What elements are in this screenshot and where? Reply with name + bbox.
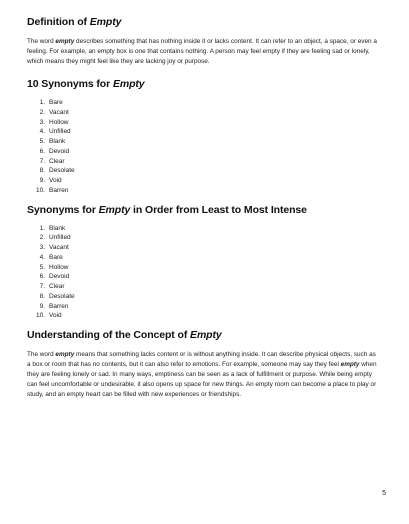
list-item xyxy=(27,243,381,253)
list-item-word: Desolate xyxy=(49,292,75,300)
list-item-number: 2. xyxy=(39,234,45,242)
list-item-number: 2. xyxy=(39,108,45,116)
heading-definition-em: Empty xyxy=(89,16,122,28)
list-item-number: 10. xyxy=(35,312,45,320)
definition-em: empty xyxy=(55,38,75,45)
heading-understanding-em: Empty xyxy=(190,329,222,341)
list-item-number: 1. xyxy=(39,224,45,232)
list-item xyxy=(27,98,381,108)
list-item-number: 5. xyxy=(39,263,45,271)
list-item-word: Void xyxy=(49,312,62,320)
list-item-number: 8. xyxy=(39,292,45,300)
definition-paragraph xyxy=(27,37,381,67)
list-item xyxy=(27,186,381,196)
list-item xyxy=(27,157,381,167)
list-item-number: 3. xyxy=(39,244,45,251)
list-item-number: 6. xyxy=(39,147,45,155)
list-item xyxy=(27,127,381,137)
list-item-word: Bare xyxy=(49,99,63,106)
list-item xyxy=(27,292,381,302)
heading-synonyms-em: Empty xyxy=(112,78,145,90)
heading-ordered-em: Empty xyxy=(98,203,131,216)
understanding-em-1: empty xyxy=(55,351,75,358)
heading-understanding xyxy=(27,329,381,341)
understanding-em-2: empty xyxy=(340,361,360,368)
list-item-word: Devoid xyxy=(49,273,70,281)
list-item xyxy=(27,137,381,147)
list-item-number: 10. xyxy=(35,186,45,194)
heading-definition xyxy=(27,16,381,28)
list-item xyxy=(27,233,381,243)
synonyms-list xyxy=(27,98,381,196)
list-item-word: Vacant xyxy=(49,108,69,116)
heading-understanding-text: Understanding of the Concept of xyxy=(27,329,191,341)
list-item-word: Desolate xyxy=(49,167,75,175)
list-item xyxy=(27,176,381,186)
list-item xyxy=(27,302,381,312)
list-item-number: 1. xyxy=(39,99,45,106)
list-item-word: Blank xyxy=(49,224,66,232)
list-item xyxy=(27,224,381,234)
list-item-number: 3. xyxy=(39,118,45,126)
understanding-paragraph xyxy=(27,350,381,400)
list-item-word: Clear xyxy=(49,157,65,165)
list-item-number: 9. xyxy=(39,302,45,310)
list-item-word: Hollow xyxy=(49,263,69,271)
ordered-synonyms-list xyxy=(27,224,381,322)
list-item-word: Devoid xyxy=(49,147,70,155)
list-item xyxy=(27,147,381,157)
list-item-word: Void xyxy=(49,177,62,184)
list-item xyxy=(27,311,381,321)
heading-ordered-text-1: Synonyms for xyxy=(27,203,99,216)
list-item-word: Barren xyxy=(49,186,69,194)
definition-text-2: describes something that has nothing inside it or lacks content. It can refer to an object, a space, or even a feeling. For example, an empty box is one that contains nothing. A person may feel empty if they are feeling sad or lonely, which means they might feel like they are lacking joy or purpose. xyxy=(27,38,377,65)
list-item xyxy=(27,166,381,176)
list-item-number: 9. xyxy=(39,177,45,184)
list-item-word: Barren xyxy=(49,302,69,310)
list-item-number: 7. xyxy=(39,157,45,165)
understanding-text-3: when they are feeling lonely or sad. In many ways, emptiness can be seen as a lack of fulfillment or purpose. While being empty can feel uncomfortable or undesirable, it also opens up space for new things. An empty room can become a place to play or study, and an empty heart can be filled with new experiences or friendships. xyxy=(27,361,377,398)
list-item-word: Unfilled xyxy=(49,234,71,242)
list-item-word: Clear xyxy=(49,283,65,290)
page-number: 5 xyxy=(382,490,386,497)
definition-text-1: The word xyxy=(27,38,56,45)
list-item xyxy=(27,263,381,273)
heading-synonyms-text: 10 Synonyms for xyxy=(27,78,113,90)
list-item-word: Hollow xyxy=(49,118,69,126)
list-item xyxy=(27,272,381,282)
heading-definition-text: Definition of xyxy=(27,16,90,28)
list-item-word: Unfilled xyxy=(49,128,71,136)
list-item-word: Blank xyxy=(49,138,66,145)
list-item-number: 5. xyxy=(39,138,45,145)
list-item-word: Bare xyxy=(49,253,63,261)
list-item xyxy=(27,118,381,128)
understanding-text-1: The word xyxy=(27,351,56,358)
heading-ordered-text-2: in Order from Least to Most Intense xyxy=(130,203,307,216)
list-item-number: 4. xyxy=(39,128,45,136)
list-item-number: 8. xyxy=(39,167,45,175)
list-item-number: 4. xyxy=(39,253,45,261)
heading-ordered-synonyms xyxy=(27,204,381,216)
understanding-text-2: means that something lacks content or is without anything inside. It can describe physical objects, such as a box or room that has no contents, but it can also refer to emotions. For example, someone may say they feel xyxy=(27,351,376,368)
list-item xyxy=(27,108,381,118)
list-item xyxy=(27,253,381,263)
list-item xyxy=(27,282,381,292)
heading-synonyms xyxy=(27,78,381,90)
list-item-number: 6. xyxy=(39,273,45,281)
list-item-number: 7. xyxy=(39,283,45,290)
list-item-word: Vacant xyxy=(49,244,69,251)
